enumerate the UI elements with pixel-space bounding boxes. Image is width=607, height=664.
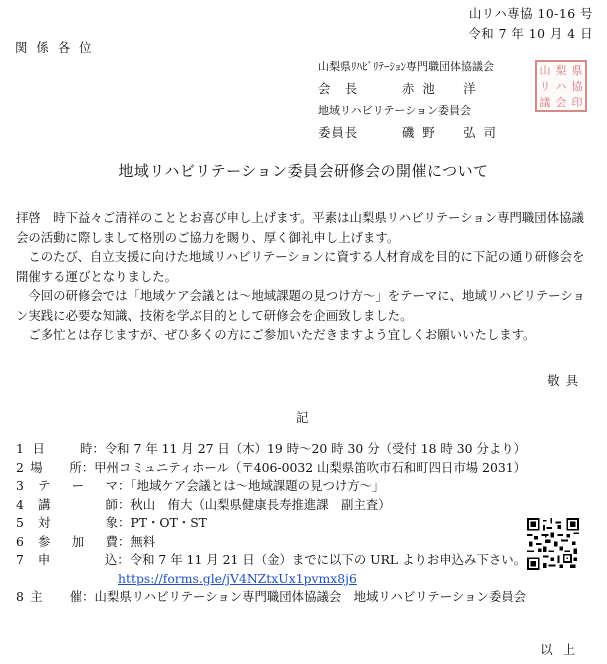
addressee: 関係各位	[15, 40, 101, 55]
document-date: 令和 7 年 10 月 4 日	[468, 26, 593, 41]
qr-code-icon[interactable]	[527, 518, 579, 570]
detail-item-target: 5 対 象 ：PT・OT・ST	[16, 515, 207, 530]
document-number: 山リハ専協 10-16 号	[468, 6, 593, 21]
detail-item-venue: 2 場 所 ：甲州コミュニティホール（〒406-0032 山梨県笛吹市石和町四日市場 2031）	[16, 459, 526, 475]
chair-name: 赤池 洋	[401, 81, 484, 96]
body-paragraph-1: 拝啓 時下益々ご清祥のこととお喜び申し上げます。平素は山梨県リハビリテーション専門職団体協議会の活動に際しまして格別のご協力を賜り、厚く御礼申し上げます。	[16, 210, 584, 245]
detail-item-organizer: 8 主 催 ：山梨県リハビリテーション専門職団体協議会 地域リハビリテーション委員会	[16, 589, 526, 604]
sender-committee: 地域リハビリテーション委員会	[318, 104, 472, 117]
committee-chair-role: 委員長	[318, 125, 359, 140]
detail-item-lecturer: 4 講 師 ：秋山 侑大（山梨県健康長寿推進課 副主査）	[16, 496, 391, 512]
official-seal: 山 梨 県 リ ハ 協 議 会 印	[535, 60, 587, 112]
detail-item-date: 1 日 時 ：令和 7 年 11 月 27 日（木）19 時～20 時 30 分（受付 18 時 30 分より）	[16, 441, 526, 456]
chair-role: 会 長	[318, 81, 359, 96]
details-list	[16, 440, 526, 607]
ki-heading: 記	[296, 410, 309, 425]
document-title: 地域リハビリテーション委員会研修会の開催について	[118, 162, 489, 180]
closing-keigu: 敬具	[547, 373, 584, 388]
sender-chair-row	[318, 78, 504, 100]
detail-item-theme: 3 テ ー マ ：「地域ケア会議とは～地域課題の見つけ方～」	[16, 478, 385, 493]
letter-body	[16, 208, 588, 345]
body-paragraph-3: 今回の研修会では「地域ケア会議とは～地域課題の見つけ方～」をテーマに、地域リハビリテーション実践に必要な知識、技術を学ぶ目的として研修会を企画致しました。	[16, 288, 585, 323]
sender-committee-chair-row	[318, 122, 504, 144]
sender-block	[318, 56, 504, 144]
committee-chair-name: 磯野 弘司	[401, 125, 504, 140]
sender-organization: 山梨県ﾘﾊﾋﾞﾘﾃｰｼｮﾝ専門職団体協議会	[318, 60, 494, 73]
body-paragraph-2: このたび、自立支援に向けた地域リハビリテーションに資する人材育成を目的に下記の通り研修会を開催する運びとなりました。	[16, 249, 585, 284]
document-header	[468, 4, 593, 44]
detail-item-application: 7 申 込 ：令和 7 年 11 月 21 日（金）までに以下の URL よりお申込み下さい。	[16, 552, 526, 567]
body-paragraph-4: ご多忙とは存じますが、ぜひ多くの方にご参加いただきますよう宜しくお願いいたします。	[28, 327, 536, 342]
detail-item-fee: 6 参 加 費 ：無料	[16, 533, 156, 549]
closing-ijo: 以上	[540, 642, 585, 657]
application-form-link[interactable]: https://forms.gle/jV4NZtxUx1pvmx8j6	[118, 570, 357, 586]
